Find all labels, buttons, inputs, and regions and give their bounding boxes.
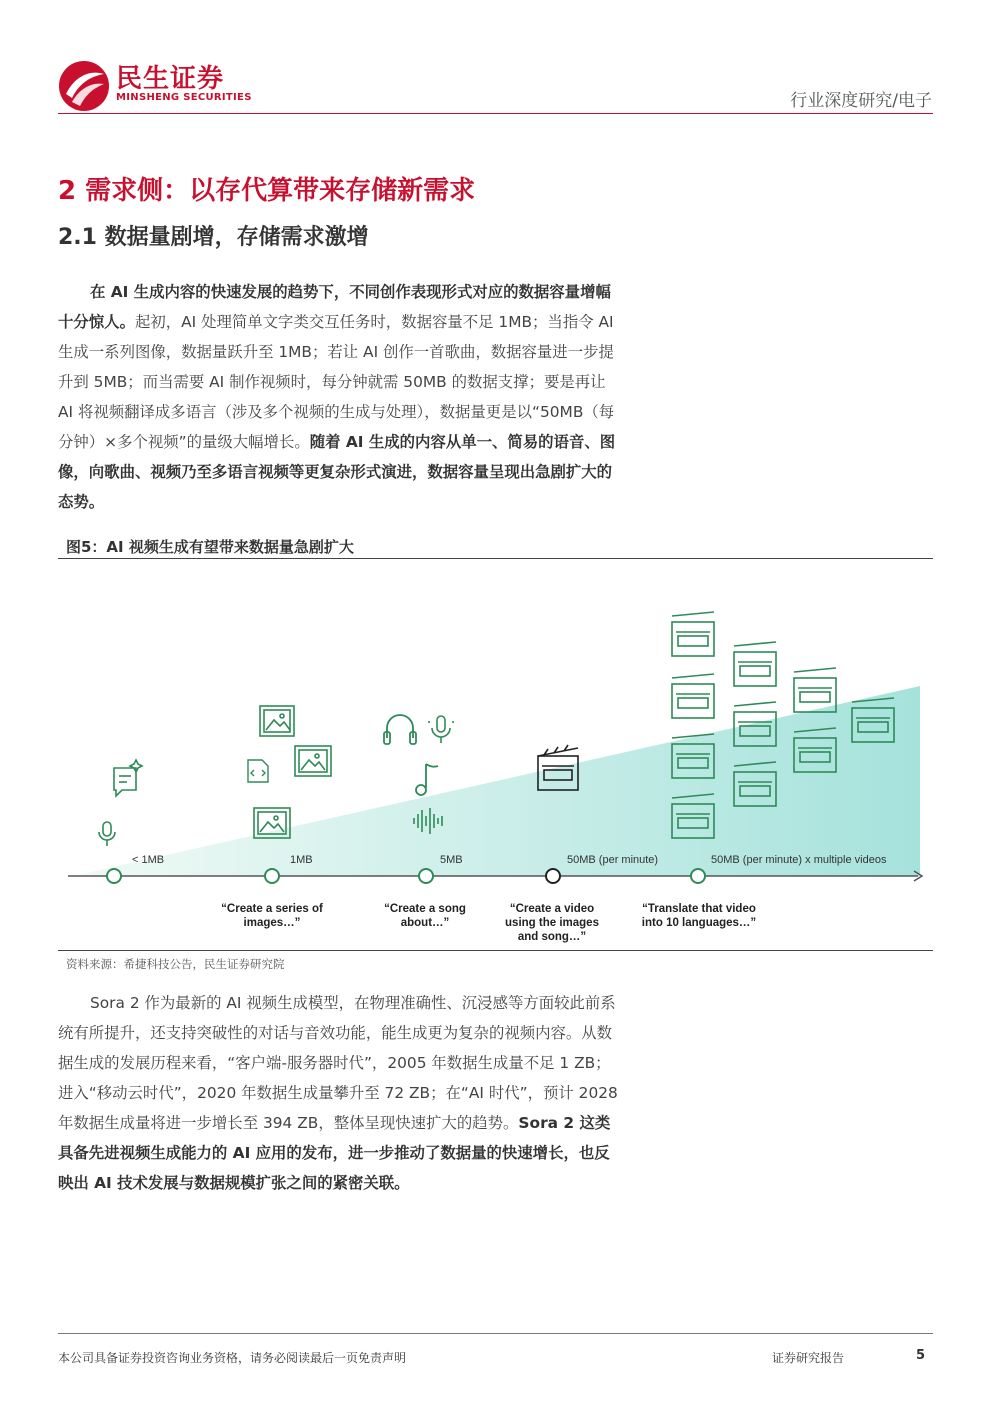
image-icon [254,808,290,838]
milestone-label-1: < 1MB [132,854,165,866]
report-category: 行业深度研究/电子 [790,91,932,111]
minsheng-logo-icon [58,60,110,112]
image-icon [260,706,294,736]
image-icon [295,746,331,776]
section-title: 2 需求侧：以存代算带来存储新需求 [58,176,476,206]
caption-song [370,902,480,930]
mic-icon [428,716,454,743]
milestone-marker-2 [265,869,279,883]
p1-line-6a: 分钟）×多个视频”的量级大幅增长。 [58,433,310,451]
p1-line-7: 像，向歌曲、视频乃至多语言视频等更复杂形式演进，数据容量呈现出急剧扩大的 [58,463,613,481]
clapperboard-icon [734,642,776,686]
growth-ramp [73,686,920,876]
p1-line-2b: 起初，AI 处理简单文字类交互任务时，数据容量不足 1MB；当指令 AI [134,313,614,331]
p1-line-1: 在 AI 生成内容的快速发展的趋势下，不同创作表现形式对应的数据容量增幅 [90,283,611,301]
p2-line-5a: 年数据生成量将进一步增长至 394 ZB，整体呈现快速扩大的趋势。 [58,1114,519,1132]
microphone-icon [99,822,115,846]
caption-images-line-2: images…” [243,917,301,929]
milestone-marker-4 [546,869,560,883]
header-divider [58,113,933,114]
caption-video-line-1: “Create a video [509,903,595,915]
code-file-icon [248,760,268,782]
page-number: 5 [916,1348,926,1363]
caption-images-line-1: “Create a series of [221,903,323,915]
paragraph-1 [58,277,654,517]
figure-top-divider [58,558,933,559]
p1-line-6b: 随着 AI 生成的内容从单一、简易的语音、图 [309,433,616,451]
milestone-marker-5 [691,869,705,883]
caption-translate-line-1: “Translate that video [642,903,756,915]
clapperboard-icon [794,668,836,712]
caption-song-line-2: about…” [400,917,450,929]
caption-video-line-2: using the images [505,917,599,929]
footer-disclaimer: 本公司具备证券投资咨询业务资格，请务必阅读最后一页免责声明 [58,1351,407,1365]
music-note-icon [416,764,438,795]
milestone-label-4: 50MB (per minute) [567,854,659,866]
p2-line-1: Sora 2 作为最新的 AI 视频生成模型，在物理准确性、沉浸感等方面较此前系 [90,994,616,1012]
footer-divider [58,1333,933,1334]
brand-name-cn: 民生证券 [116,64,225,94]
p2-line-5b: Sora 2 这类 [518,1114,611,1132]
caption-song-line-1: “Create a song [384,903,466,915]
caption-translate-line-2: into 10 languages…” [641,917,757,929]
milestone-marker-1 [107,869,121,883]
clapperboard-icon [672,612,714,656]
milestone-marker-3 [419,869,433,883]
clapperboard-icon [672,674,714,718]
p2-line-6: 具备先进视频生成能力的 AI 应用的发布，进一步推动了数据量的快速增长，也反 [58,1144,610,1162]
p1-line-3: 生成一系列图像，数据量跃升至 1MB；若让 AI 创作一首歌曲，数据容量进一步提 [58,343,614,361]
figure-title: 图5：AI 视频生成有望带来数据量急剧扩大 [66,538,354,556]
p2-line-4: 进入“移动云时代”，2020 年数据生成量攀升至 72 ZB；在“AI 时代”，预计 2028 [58,1084,618,1102]
p2-line-3: 据生成的发展历程来看，“客户端-服务器时代”，2005 年数据生成量不足 1 ZB； [58,1054,611,1072]
caption-images [212,902,332,930]
milestone-label-2: 1MB [290,854,313,866]
p1-line-4: 升到 5MB；而当需要 AI 制作视频时，每分钟就需 50MB 的数据支撑；要是再让 [58,373,606,391]
section-subtitle: 2.1 数据量剧增，存储需求激增 [58,225,369,250]
p1-line-5: AI 将视频翻译成多语言（涉及多个视频的生成与处理），数据量更是以“50MB（每 [58,403,615,421]
p2-line-2: 统有所提升，还支持突破性的对话与音效功能，能生成更为复杂的视频内容。从数 [58,1024,613,1042]
brand-name-en: MINSHENG SECURITIES [116,92,252,103]
footer-report-type: 证券研究报告 [772,1351,845,1365]
p2-line-7: 映出 AI 技术发展与数据规模扩张之间的紧密关联。 [58,1174,410,1192]
milestone-label-5: 50MB (per minute) x multiple videos [711,854,887,866]
chat-sparkle-icon [114,760,142,796]
figure-source: 资料来源：希捷科技公告，民生证券研究院 [66,957,285,971]
p1-line-2a: 十分惊人。 [58,313,135,331]
paragraph-2 [58,988,654,1198]
data-growth-figure [58,560,933,950]
caption-video-line-3: and song…” [517,931,587,943]
caption-video [496,902,608,944]
milestone-label-3: 5MB [440,854,463,866]
figure-bottom-divider [58,950,933,951]
p1-line-8: 态势。 [58,493,105,511]
caption-translate [636,902,762,930]
headphones-icon [384,715,416,744]
